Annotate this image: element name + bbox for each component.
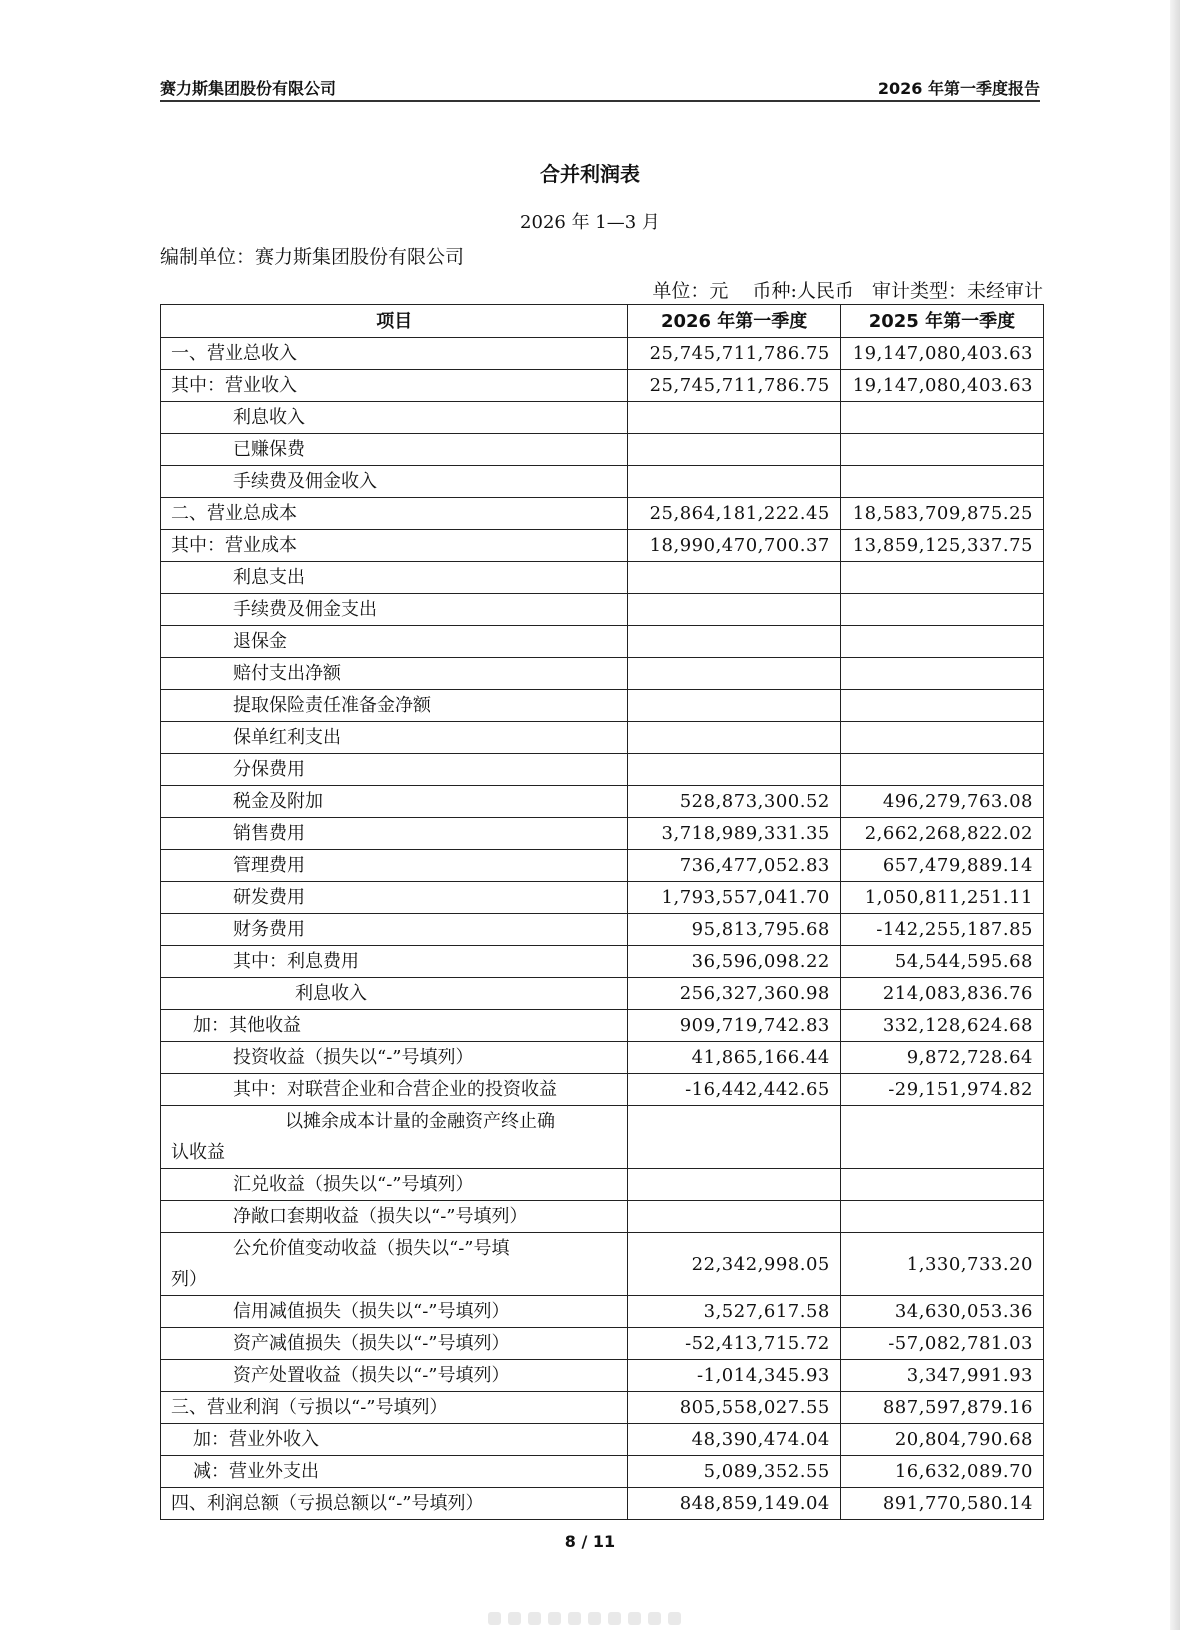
row-label-wrapped [161, 1233, 628, 1296]
watermark-dot [648, 1612, 661, 1625]
row-label: 手续费及佣金支出 [161, 594, 628, 626]
value-current: 3,718,989,331.35 [628, 818, 840, 850]
value-prior: 1,050,811,251.11 [840, 882, 1043, 914]
table-row [161, 1074, 1044, 1106]
table-header-row [161, 305, 1044, 338]
table-row [161, 626, 1044, 658]
table-row [161, 1010, 1044, 1042]
row-label: 研发费用 [161, 882, 628, 914]
value-current [628, 1106, 840, 1169]
value-prior [840, 722, 1043, 754]
value-current: 18,990,470,700.37 [628, 530, 840, 562]
table-row [161, 1169, 1044, 1201]
value-prior [840, 402, 1043, 434]
row-label: 信用减值损失（损失以“-”号填列） [161, 1296, 628, 1328]
table-row [161, 498, 1044, 530]
watermark-dot [608, 1612, 621, 1625]
value-current: -16,442,442.65 [628, 1074, 840, 1106]
row-label: 其中：对联营企业和合营企业的投资收益 [161, 1074, 628, 1106]
value-prior: 13,859,125,337.75 [840, 530, 1043, 562]
value-prior: 2,662,268,822.02 [840, 818, 1043, 850]
row-label: 汇兑收益（损失以“-”号填列） [161, 1169, 628, 1201]
value-current: 5,089,352.55 [628, 1456, 840, 1488]
row-label: 投资收益（损失以“-”号填列） [161, 1042, 628, 1074]
row-label: 利息支出 [161, 562, 628, 594]
table-row [161, 1456, 1044, 1488]
table-row [161, 882, 1044, 914]
value-prior [840, 658, 1043, 690]
value-current: 736,477,052.83 [628, 850, 840, 882]
value-current: 909,719,742.83 [628, 1010, 840, 1042]
value-prior [840, 594, 1043, 626]
table-row [161, 434, 1044, 466]
row-label: 资产减值损失（损失以“-”号填列） [161, 1328, 628, 1360]
value-prior [840, 562, 1043, 594]
row-label: 保单红利支出 [161, 722, 628, 754]
row-label: 加：其他收益 [161, 1010, 628, 1042]
value-prior: 34,630,053.36 [840, 1296, 1043, 1328]
table-row [161, 690, 1044, 722]
value-current [628, 1169, 840, 1201]
table-row [161, 850, 1044, 882]
header-company: 赛力斯集团股份有限公司 [160, 79, 337, 98]
table-row [161, 1106, 1044, 1169]
value-prior [840, 434, 1043, 466]
table-row [161, 466, 1044, 498]
row-label: 其中：利息费用 [161, 946, 628, 978]
row-label: 其中：营业成本 [161, 530, 628, 562]
table-row [161, 1392, 1044, 1424]
value-current: 848,859,149.04 [628, 1488, 840, 1520]
table-row [161, 786, 1044, 818]
value-current [628, 434, 840, 466]
row-label: 其中：营业收入 [161, 370, 628, 402]
table-row [161, 754, 1044, 786]
table-row [161, 1488, 1044, 1520]
watermark-dot [488, 1612, 501, 1625]
value-prior: 3,347,991.93 [840, 1360, 1043, 1392]
value-prior: 1,330,733.20 [840, 1233, 1043, 1296]
value-prior: 18,583,709,875.25 [840, 498, 1043, 530]
value-current [628, 658, 840, 690]
value-prior: 54,544,595.68 [840, 946, 1043, 978]
row-label: 已赚保费 [161, 434, 628, 466]
value-current: -1,014,345.93 [628, 1360, 840, 1392]
table-row [161, 1424, 1044, 1456]
value-current: 3,527,617.58 [628, 1296, 840, 1328]
value-prior: -142,255,187.85 [840, 914, 1043, 946]
value-current: 41,865,166.44 [628, 1042, 840, 1074]
value-prior: 496,279,763.08 [840, 786, 1043, 818]
value-current [628, 690, 840, 722]
value-current: 95,813,795.68 [628, 914, 840, 946]
value-prior: 214,083,836.76 [840, 978, 1043, 1010]
unit-currency-audit: 单位：元 币种:人民币 审计类型：未经审计 [652, 280, 1043, 302]
value-current: 528,873,300.52 [628, 786, 840, 818]
row-label: 二、营业总成本 [161, 498, 628, 530]
watermark-dot [588, 1612, 601, 1625]
row-label: 四、利润总额（亏损总额以“-”号填列） [161, 1488, 628, 1520]
watermark-dot [568, 1612, 581, 1625]
value-current: 805,558,027.55 [628, 1392, 840, 1424]
value-prior: 332,128,624.68 [840, 1010, 1043, 1042]
watermark-dots [488, 1612, 688, 1626]
table-row [161, 562, 1044, 594]
table-row [161, 1360, 1044, 1392]
table-row [161, 530, 1044, 562]
value-prior [840, 466, 1043, 498]
row-label: 管理费用 [161, 850, 628, 882]
value-prior: 9,872,728.64 [840, 1042, 1043, 1074]
value-current: 256,327,360.98 [628, 978, 840, 1010]
value-current: 36,596,098.22 [628, 946, 840, 978]
row-label: 提取保险责任准备金净额 [161, 690, 628, 722]
value-current: 22,342,998.05 [628, 1233, 840, 1296]
row-label: 赔付支出净额 [161, 658, 628, 690]
table-row [161, 1201, 1044, 1233]
statement-period: 2026 年 1—3 月 [520, 212, 660, 233]
row-label-line1: 公允价值变动收益（损失以“-”号填 [233, 1238, 510, 1259]
row-label: 利息收入 [161, 978, 628, 1010]
value-prior [840, 1106, 1043, 1169]
value-prior [840, 626, 1043, 658]
table-row [161, 1296, 1044, 1328]
table-row [161, 978, 1044, 1010]
row-label: 税金及附加 [161, 786, 628, 818]
compiling-unit: 编制单位：赛力斯集团股份有限公司 [160, 246, 465, 268]
value-prior [840, 1169, 1043, 1201]
header-report-name: 2026 年第一季度报告 [877, 79, 1040, 98]
value-prior: 887,597,879.16 [840, 1392, 1043, 1424]
row-label: 净敞口套期收益（损失以“-”号填列） [161, 1201, 628, 1233]
row-label: 分保费用 [161, 754, 628, 786]
row-label: 销售费用 [161, 818, 628, 850]
row-label-line2: 列） [171, 1269, 207, 1290]
watermark-dot [548, 1612, 561, 1625]
watermark-dot [668, 1612, 681, 1625]
value-prior: 19,147,080,403.63 [840, 338, 1043, 370]
value-current [628, 594, 840, 626]
value-current [628, 626, 840, 658]
value-current [628, 1201, 840, 1233]
row-label-line1: 以摊余成本计量的金融资产终止确 [285, 1111, 555, 1132]
row-label-wrapped [161, 1106, 628, 1169]
column-header-2025q1: 2025 年第一季度 [840, 305, 1043, 338]
value-current [628, 466, 840, 498]
row-label: 加：营业外收入 [161, 1424, 628, 1456]
row-label: 退保金 [161, 626, 628, 658]
watermark-dot [508, 1612, 521, 1625]
value-current: 25,745,711,786.75 [628, 338, 840, 370]
table-row [161, 1328, 1044, 1360]
row-label-line2: 认收益 [171, 1142, 225, 1163]
watermark-dot [628, 1612, 641, 1625]
value-prior: 891,770,580.14 [840, 1488, 1043, 1520]
value-prior: -29,151,974.82 [840, 1074, 1043, 1106]
value-prior [840, 1201, 1043, 1233]
table-row [161, 338, 1044, 370]
value-prior: 16,632,089.70 [840, 1456, 1043, 1488]
value-current [628, 562, 840, 594]
table-row [161, 818, 1044, 850]
column-header-2026q1: 2026 年第一季度 [628, 305, 840, 338]
page-edge [1170, 0, 1180, 1630]
value-current: 48,390,474.04 [628, 1424, 840, 1456]
table-row [161, 946, 1044, 978]
value-prior [840, 690, 1043, 722]
value-current: -52,413,715.72 [628, 1328, 840, 1360]
table-row [161, 722, 1044, 754]
value-prior: 19,147,080,403.63 [840, 370, 1043, 402]
value-prior: 20,804,790.68 [840, 1424, 1043, 1456]
value-current: 25,745,711,786.75 [628, 370, 840, 402]
table-row [161, 1042, 1044, 1074]
row-label: 财务费用 [161, 914, 628, 946]
statement-title: 合并利润表 [540, 162, 640, 186]
row-label: 减：营业外支出 [161, 1456, 628, 1488]
row-label: 手续费及佣金收入 [161, 466, 628, 498]
watermark-dot [528, 1612, 541, 1625]
page-number: 8 / 11 [564, 1532, 616, 1551]
value-prior [840, 754, 1043, 786]
value-current: 1,793,557,041.70 [628, 882, 840, 914]
table-row [161, 658, 1044, 690]
row-label: 一、营业总收入 [161, 338, 628, 370]
table-row [161, 402, 1044, 434]
page-header [160, 74, 1040, 102]
column-header-item: 项目 [161, 305, 628, 338]
income-statement-table [160, 304, 1044, 1520]
value-current: 25,864,181,222.45 [628, 498, 840, 530]
table-row [161, 370, 1044, 402]
value-current [628, 402, 840, 434]
row-label: 利息收入 [161, 402, 628, 434]
row-label: 资产处置收益（损失以“-”号填列） [161, 1360, 628, 1392]
table-row [161, 914, 1044, 946]
table-row [161, 594, 1044, 626]
row-label: 三、营业利润（亏损以“-”号填列） [161, 1392, 628, 1424]
value-current [628, 722, 840, 754]
value-current [628, 754, 840, 786]
value-prior: -57,082,781.03 [840, 1328, 1043, 1360]
value-prior: 657,479,889.14 [840, 850, 1043, 882]
table-row [161, 1233, 1044, 1296]
